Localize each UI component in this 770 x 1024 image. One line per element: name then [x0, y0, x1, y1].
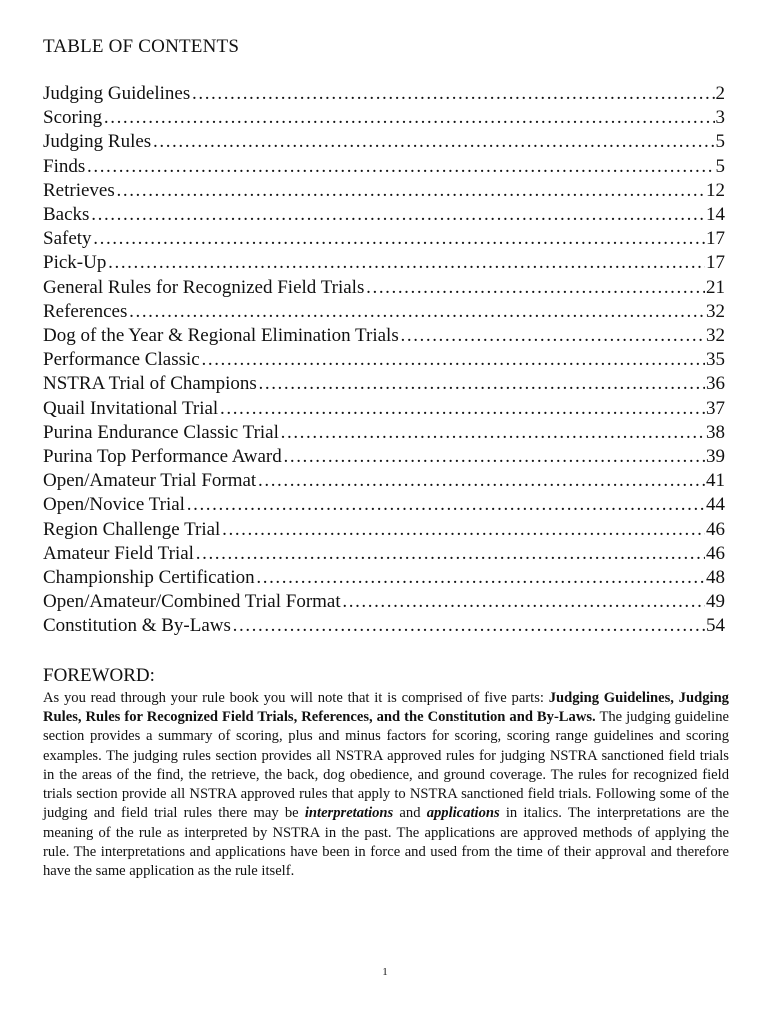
toc-entry-page: 46 — [706, 518, 725, 540]
toc-entry-page: 5 — [715, 155, 725, 177]
toc-dot-leader — [219, 397, 705, 421]
toc-entry — [43, 155, 725, 179]
toc-entry-title: Retrieves — [43, 179, 115, 201]
toc-entry-title: Performance Classic — [43, 349, 200, 371]
foreword-text-conclusion: in italics. The interpretations are the meaning of the rule as interpreted by NSTRA in the past. The applications are approved methods of applying the rule. The interpretations and applications have been in force and used from the time of their approval and therefore have the same application as the rule itself. — [43, 805, 730, 880]
toc-entry-title: Purina Top Performance Award — [43, 446, 282, 468]
toc-entry — [43, 614, 725, 638]
toc-entry — [43, 82, 725, 106]
toc-heading: TABLE OF CONTENTS — [43, 36, 240, 57]
toc-entry — [43, 324, 725, 348]
toc-dot-leader — [280, 421, 705, 445]
toc-entry-title: Finds — [43, 155, 86, 177]
toc-dot-leader — [283, 445, 705, 469]
toc-entry-title: Judging Guidelines — [43, 83, 191, 104]
toc-dot-leader — [342, 590, 705, 614]
toc-entry-title: Constitution & By-Laws — [43, 615, 231, 637]
toc-entry-title: Backs — [43, 204, 90, 226]
toc-entry — [43, 493, 725, 517]
toc-entry-page: 3 — [715, 107, 725, 129]
toc-entry-title: Pick-Up — [43, 252, 107, 274]
toc-entry-page: 2 — [715, 83, 725, 104]
toc-entry — [43, 421, 725, 445]
toc-entry — [43, 227, 725, 251]
toc-entry — [43, 469, 725, 493]
toc-dot-leader — [128, 300, 705, 324]
foreword-text-and: and — [393, 805, 427, 822]
toc-entry-title: Open/Novice Trial — [43, 494, 185, 516]
toc-dot-leader — [232, 614, 705, 638]
toc-entry-page: 17 — [706, 252, 725, 274]
interpretations-term: interpretations — [304, 805, 394, 822]
applications-term: applications — [426, 805, 500, 822]
toc-entry-page: 14 — [706, 204, 725, 226]
toc-entry-title: Dog of the Year & Regional Elimination Trials — [43, 325, 399, 347]
toc-entry — [43, 445, 725, 469]
toc-entry-page: 21 — [706, 276, 725, 298]
toc-dot-leader — [186, 493, 705, 517]
toc-dot-leader — [191, 82, 714, 106]
toc-entry — [43, 566, 725, 590]
toc-entry — [43, 130, 725, 154]
toc-entry-page: 39 — [706, 446, 725, 468]
toc-dot-leader — [90, 203, 705, 227]
toc-entry-title: Scoring — [43, 107, 103, 129]
toc-dot-leader — [221, 518, 705, 542]
toc-entry-page: 41 — [706, 470, 725, 492]
toc-entry-title: NSTRA Trial of Champions — [43, 373, 257, 395]
toc-entry-page: 35 — [706, 349, 725, 371]
toc-entry-page: 12 — [706, 179, 725, 201]
foreword-paragraph — [43, 689, 729, 882]
toc-dot-leader — [116, 179, 705, 203]
toc-entry — [43, 203, 725, 227]
toc-entry-title: References — [43, 300, 128, 322]
toc-entry — [43, 106, 725, 130]
toc-entry-page: 48 — [706, 567, 725, 589]
toc-entry — [43, 300, 725, 324]
toc-entry-page: 38 — [706, 421, 725, 443]
document-page — [43, 36, 729, 882]
toc-dot-leader — [257, 469, 705, 493]
toc-dot-leader — [201, 348, 705, 372]
foreword-text-body: The judging guideline section provides a summary of scoring, plus and minus factors for scoring, scoring range guidelines and scoring examples. The judging rules section provides all NSTRA approved rules for judging NSTRA sanctioned field trials in the areas of the find, the retrieve, the back, dog obedience, and ground coverage. The rules for recognized field trials section provide all NSTRA approved rules that apply to NSTRA sanctioned field trials. Following some of the judging and field trial rules there may be — [43, 708, 729, 822]
toc-entry-page: 54 — [706, 615, 725, 637]
toc-entry — [43, 372, 725, 396]
toc-entry-page: 49 — [706, 591, 725, 613]
toc-entry-page: 37 — [706, 397, 725, 419]
toc-entry-page: 32 — [706, 300, 725, 322]
toc-dot-leader — [93, 227, 705, 251]
toc-entry — [43, 348, 725, 372]
toc-dot-leader — [258, 372, 705, 396]
toc-entry-title: Region Challenge Trial — [43, 518, 221, 540]
toc-dot-leader — [107, 251, 705, 275]
foreword-parts-list: Judging Guidelines, Judging Rules, Rules for Recognized Field Trials, References, and the Constitution and By-Laws. — [43, 689, 729, 725]
toc-dot-leader — [365, 276, 705, 300]
toc-entry — [43, 542, 725, 566]
toc-dot-leader — [256, 566, 705, 590]
toc-entry-title: Open/Amateur/Combined Trial Format — [43, 591, 341, 613]
toc-entry-title: Amateur Field Trial — [43, 542, 194, 564]
toc-entry-title: General Rules for Recognized Field Trials — [43, 276, 365, 298]
toc-dot-leader — [400, 324, 705, 348]
toc-entry — [43, 276, 725, 300]
toc-entry-title: Open/Amateur Trial Format — [43, 470, 257, 492]
toc-entry-title: Championship Certification — [43, 567, 255, 589]
toc-entry — [43, 179, 725, 203]
page-number: 1 — [382, 966, 388, 978]
toc-entry — [43, 397, 725, 421]
foreword-heading: FOREWORD: — [43, 664, 155, 686]
toc-entry-page: 17 — [706, 228, 725, 250]
toc-dot-leader — [195, 542, 705, 566]
toc-entry-title: Judging Rules — [43, 131, 152, 153]
foreword-text-intro: As you read through your rule book you will note that it is comprised of five parts: — [43, 689, 549, 706]
toc-dot-leader — [103, 106, 714, 130]
toc-dot-leader — [86, 155, 714, 179]
toc-entry — [43, 251, 725, 275]
toc-entry-page: 5 — [715, 131, 725, 153]
toc-entry-page: 46 — [706, 542, 725, 564]
toc-entry-page: 36 — [706, 373, 725, 395]
toc-entry-title: Purina Endurance Classic Trial — [43, 421, 279, 443]
toc-entry-page: 32 — [706, 325, 725, 347]
toc-entry-title: Quail Invitational Trial — [43, 397, 219, 419]
toc-entry — [43, 590, 725, 614]
toc-entry-title: Safety — [43, 228, 92, 250]
toc-dot-leader — [152, 130, 714, 154]
toc-entry-page: 44 — [706, 494, 725, 516]
toc-list — [43, 82, 725, 639]
toc-entry — [43, 518, 725, 542]
